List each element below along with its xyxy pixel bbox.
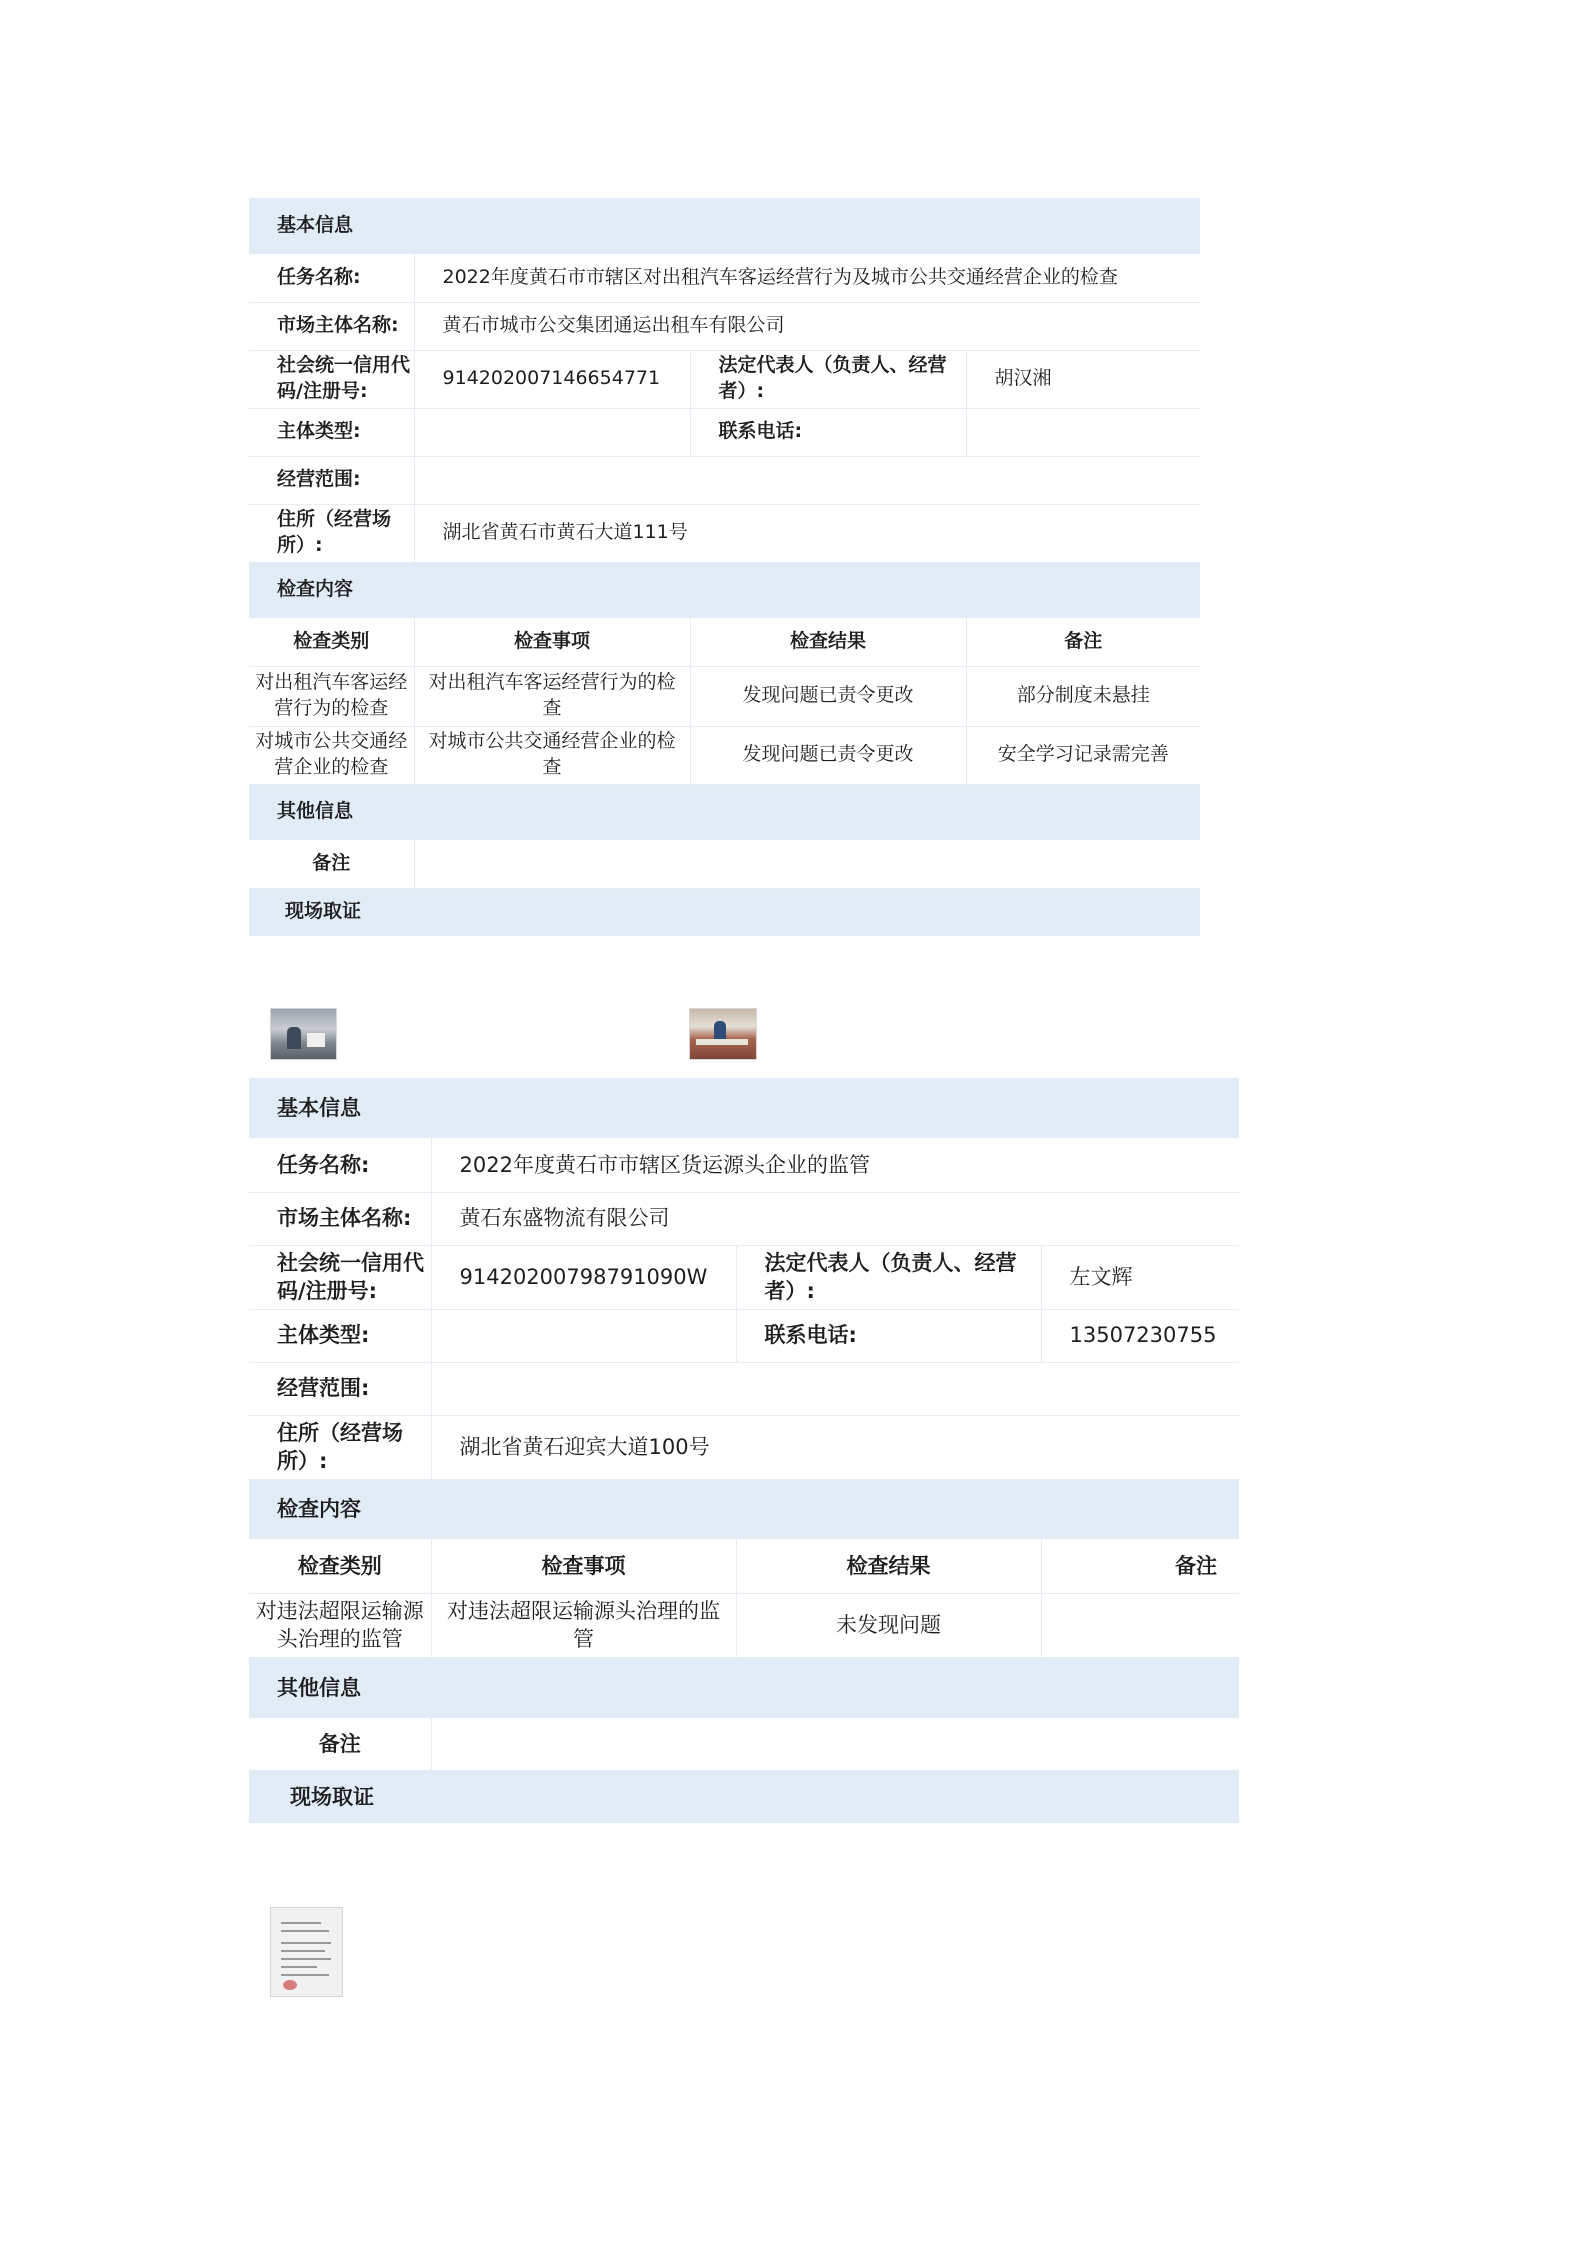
task-name-label: 任务名称:	[249, 1138, 431, 1192]
entity-type-value	[414, 408, 690, 456]
row-remark	[1041, 1593, 1239, 1657]
inspection-record-2	[249, 1078, 1239, 1823]
legal-rep-value: 左文辉	[1041, 1245, 1239, 1309]
entity-type-label: 主体类型:	[249, 408, 414, 456]
phone-value	[966, 408, 1200, 456]
entity-type-value	[431, 1309, 736, 1362]
task-name-label: 任务名称:	[249, 254, 414, 302]
business-scope-value	[414, 456, 1200, 504]
credit-code-value: 914202007146654771	[414, 350, 690, 408]
evidence-photo-document[interactable]	[270, 1907, 343, 1997]
address-label: 住所（经营场所）:	[249, 504, 414, 562]
evidence-header: 现场取证	[249, 1770, 1239, 1823]
column-header-remark: 备注	[1041, 1539, 1239, 1593]
remark-value	[414, 840, 1200, 888]
credit-code-label: 社会统一信用代码/注册号:	[249, 350, 414, 408]
phone-label: 联系电话:	[736, 1309, 1041, 1362]
phone-value: 13507230755	[1041, 1309, 1239, 1362]
inspection-header: 检查内容	[249, 562, 1200, 618]
record-table	[249, 198, 1200, 936]
row-item: 对违法超限运输源头治理的监管	[431, 1593, 736, 1657]
entity-name-value: 黄石东盛物流有限公司	[431, 1192, 1239, 1245]
table-row	[249, 666, 1200, 726]
credit-code-value: 91420200798791090W	[431, 1245, 736, 1309]
remark-value	[431, 1718, 1239, 1770]
row-remark: 安全学习记录需完善	[966, 726, 1200, 784]
remark-label: 备注	[249, 840, 414, 888]
task-name-value: 2022年度黄石市市辖区货运源头企业的监管	[431, 1138, 1239, 1192]
evidence-photo-meeting[interactable]	[689, 1008, 757, 1060]
address-value: 湖北省黄石市黄石大道111号	[414, 504, 1200, 562]
column-header-category: 检查类别	[249, 618, 414, 666]
phone-label: 联系电话:	[690, 408, 966, 456]
basic-info-header: 基本信息	[249, 1078, 1239, 1138]
other-info-header: 其他信息	[249, 1657, 1239, 1718]
credit-code-label: 社会统一信用代码/注册号:	[249, 1245, 431, 1309]
row-remark: 部分制度未悬挂	[966, 666, 1200, 726]
legal-rep-label: 法定代表人（负责人、经营者）:	[736, 1245, 1041, 1309]
remark-label: 备注	[249, 1718, 431, 1770]
entity-name-value: 黄石市城市公交集团通运出租车有限公司	[414, 302, 1200, 350]
column-header-item: 检查事项	[414, 618, 690, 666]
row-item: 对城市公共交通经营企业的检查	[414, 726, 690, 784]
row-result: 发现问题已责令更改	[690, 726, 966, 784]
entity-type-label: 主体类型:	[249, 1309, 431, 1362]
table-row	[249, 726, 1200, 784]
column-header-result: 检查结果	[736, 1539, 1041, 1593]
inspection-header: 检查内容	[249, 1479, 1239, 1539]
table-row	[249, 1593, 1239, 1657]
business-scope-value	[431, 1362, 1239, 1415]
row-item: 对出租汽车客运经营行为的检查	[414, 666, 690, 726]
basic-info-header: 基本信息	[249, 198, 1200, 254]
column-header-result: 检查结果	[690, 618, 966, 666]
task-name-value: 2022年度黄石市市辖区对出租汽车客运经营行为及城市公共交通经营企业的检查	[414, 254, 1200, 302]
entity-name-label: 市场主体名称:	[249, 1192, 431, 1245]
address-value: 湖北省黄石迎宾大道100号	[431, 1415, 1239, 1479]
evidence-header: 现场取证	[249, 888, 1200, 936]
column-header-category: 检查类别	[249, 1539, 431, 1593]
legal-rep-label: 法定代表人（负责人、经营者）:	[690, 350, 966, 408]
legal-rep-value: 胡汉湘	[966, 350, 1200, 408]
row-result: 发现问题已责令更改	[690, 666, 966, 726]
business-scope-label: 经营范围:	[249, 456, 414, 504]
row-category: 对出租汽车客运经营行为的检查	[249, 666, 414, 726]
record-table	[249, 1078, 1239, 1823]
business-scope-label: 经营范围:	[249, 1362, 431, 1415]
row-category: 对违法超限运输源头治理的监管	[249, 1593, 431, 1657]
address-label: 住所（经营场所）:	[249, 1415, 431, 1479]
entity-name-label: 市场主体名称:	[249, 302, 414, 350]
column-header-remark: 备注	[966, 618, 1200, 666]
row-result: 未发现问题	[736, 1593, 1041, 1657]
row-category: 对城市公共交通经营企业的检查	[249, 726, 414, 784]
inspection-record-1	[249, 198, 1200, 936]
column-header-item: 检查事项	[431, 1539, 736, 1593]
evidence-photo-office[interactable]	[270, 1008, 337, 1060]
other-info-header: 其他信息	[249, 784, 1200, 840]
